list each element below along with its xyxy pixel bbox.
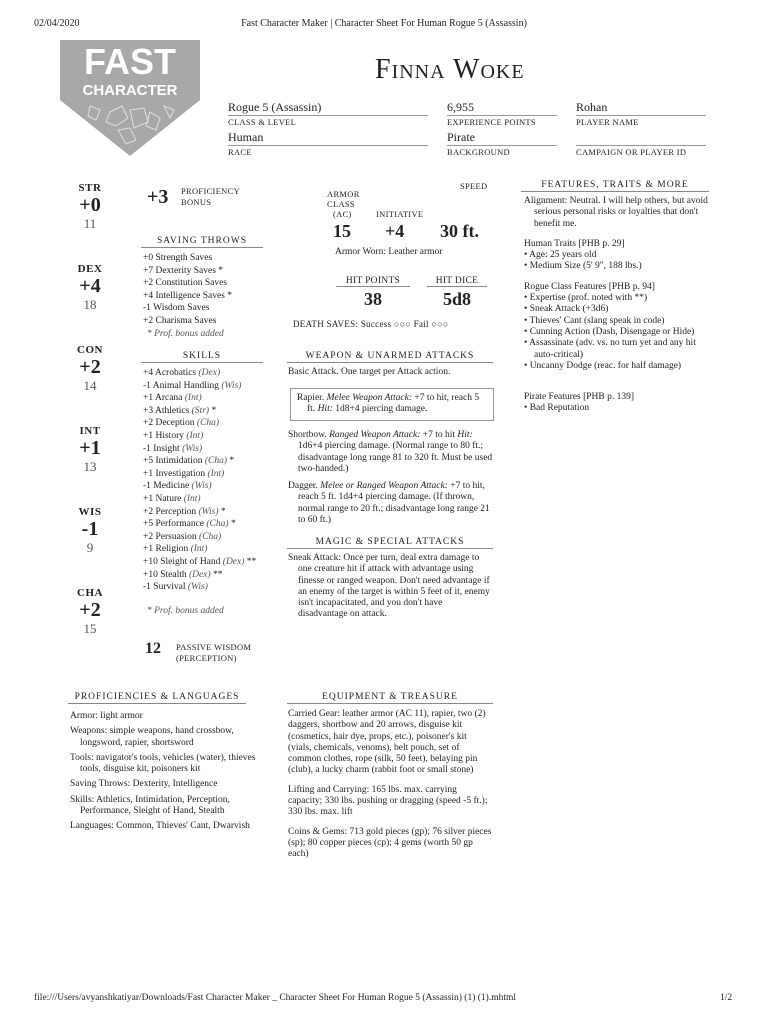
skill-ability: (Wis) [198, 506, 219, 517]
list-item: Languages: Common, Thieves' Cant, Dwarvish [70, 821, 250, 832]
background-field[interactable] [447, 130, 557, 157]
list-item: • Age: 25 years old [524, 250, 597, 261]
features-content [524, 196, 710, 415]
proficiencies-title: PROFICIENCIES & LANGUAGES [68, 692, 246, 704]
ability-mod: +0 [79, 194, 101, 216]
skill-text: +10 Stealth [143, 569, 187, 580]
skill-text: +1 Religion [143, 544, 189, 555]
skill-ability: (Wis) [191, 481, 212, 492]
human-traits-title: Human Traits [PHB p. 29] [524, 238, 625, 249]
xp-value: 6,955 [447, 100, 557, 116]
sneak-attack-text: Sneak Attack: Once per turn, deal extra damage to one creature hit if attack with advantage using finesse or ranged weapon. Don't need advantage if an enemy of the target is within 5 feet of it, enemy isn't incapacitated, and you don't have disadvantage on attack. [288, 553, 490, 620]
attack-type: Melee or Ranged Weapon Attack: [320, 481, 448, 491]
skill-text: +1 Investigation [143, 468, 206, 479]
weapons-title: WEAPON & UNARMED ATTACKS [287, 351, 493, 363]
ability-name: DEX [77, 263, 103, 275]
list-item: Saving Throws: Dexterity, Intelligence [70, 779, 218, 790]
initiative-value: +4 [385, 221, 405, 241]
print-title: Fast Character Maker | Character Sheet For Human Rogue 5 (Assassin) [241, 18, 527, 29]
ability-score: 15 [83, 621, 97, 636]
list-item: +0 Strength Saves [143, 253, 213, 263]
list-item: +7 Dexterity Saves * [143, 265, 224, 276]
lifting-carrying: Lifting and Carrying: 165 lbs. max. carrying capacity; 330 lbs. pushing or dragging (speed -5 ft.); 330 lbs. max. lift [288, 784, 488, 818]
skill-row [143, 468, 256, 481]
pirate-features-title: Pirate Features [PHB p. 139] [524, 392, 635, 403]
skill-text: -1 Animal Handling [143, 380, 219, 391]
hit-label: Hit: [317, 404, 333, 415]
skill-ability: (Dex) [189, 569, 211, 580]
dagger-attack [288, 481, 494, 526]
initiative-label: INITIATIVE [376, 209, 424, 219]
damage: +7 to hit, reach 5 ft. 1d4+4 piercing damage. (If thrown, normal range to 20 ft.; disadvantage long range 21 to 60 ft.) [298, 481, 490, 525]
ability-mod: -1 [81, 518, 99, 540]
list-item: • Assassinate (adv. vs. no turn yet and any hit auto-critical) [524, 338, 696, 360]
list-item: Skills: Athletics, Intimidation, Perception, Performance, Sleight of Hand, Stealth [70, 794, 230, 817]
skills-list [143, 367, 256, 594]
ability-wis [70, 506, 110, 556]
skill-row [143, 392, 256, 405]
campaign-field[interactable] [576, 130, 706, 157]
list-item: • Medium Size (5' 9", 188 lbs.) [524, 261, 642, 272]
ability-con [70, 344, 110, 394]
print-page-number: 1/2 [720, 993, 733, 1003]
ac-label-1: ARMOR [327, 189, 360, 199]
skill-ability: (Int) [184, 393, 202, 404]
saving-throws-title: SAVING THROWS [141, 236, 263, 248]
list-item: +2 Charisma Saves [143, 315, 217, 326]
skill-row [143, 518, 256, 531]
ability-score: 11 [83, 216, 97, 231]
class-level-value: Rogue 5 (Assassin) [228, 100, 428, 116]
logo-character: CHARACTER [82, 82, 178, 99]
background-label: BACKGROUND [447, 147, 510, 157]
skill-prof-mark: * [229, 456, 235, 467]
ability-mod: +2 [79, 599, 101, 621]
ability-int [70, 425, 110, 475]
coins-gems: Coins & Gems: 713 gold pieces (gp); 76 silver pieces (sp); 80 copper pieces (cp); 4 gems (worth 50 gp each) [288, 826, 492, 860]
skill-ability: (Cha) [204, 456, 227, 467]
ability-name: WIS [78, 506, 102, 518]
attack-bonus: +7 to hit [420, 430, 456, 440]
ability-score: 13 [83, 459, 97, 474]
ac-label-3: (AC) [333, 209, 352, 219]
passive-wisdom-label-2: (PERCEPTION) [176, 653, 237, 663]
carried-gear: Carried Gear: leather armor (AC 11), rapier, two (2) daggers, shortbow and 20 arrows, disguise kit (cosmetics, hair dye, props, etc.), poisoner's kit (vials, chemicals, venoms), belt pouch, set of common clothes, rope (silk, 50 feet), belaying pin (club), a lucky charm (rabbit foot or small stone) [288, 709, 486, 776]
campaign-value [576, 130, 706, 146]
list-item: Weapons: simple weapons, hand crossbow, longsword, rapier, shortsword [70, 726, 234, 748]
skill-text: +1 Arcana [143, 393, 183, 404]
proficiency-bonus-value: +3 [147, 186, 169, 208]
armor-worn: Armor Worn: Leather armor [335, 247, 443, 257]
speed-value: 30 ft. [440, 221, 479, 241]
skill-row [143, 380, 256, 393]
skill-row [143, 556, 256, 569]
weapon-name: Shortbow. [288, 430, 327, 440]
weapon-name: Dagger. [288, 481, 318, 491]
magic-title: MAGIC & SPECIAL ATTACKS [287, 537, 493, 549]
ability-cha [70, 587, 110, 637]
skill-prof-mark: * [230, 519, 236, 530]
skill-row [143, 569, 256, 582]
alignment: Alignment: Neutral. I will help others, but avoid serious personal risks or loyalties that don't benefit me. [524, 196, 708, 229]
skill-text: +5 Intimidation [143, 456, 203, 467]
shortbow-attack [288, 430, 494, 475]
skill-row [143, 480, 256, 493]
ability-str [70, 182, 110, 232]
equipment-title: EQUIPMENT & TREASURE [287, 692, 493, 704]
skill-text: +4 Acrobatics [143, 368, 197, 378]
skill-row [143, 581, 256, 594]
ac-value: 15 [333, 221, 351, 241]
list-item: • Cunning Action (Dash, Disengage or Hide) [524, 326, 695, 337]
xp-field[interactable] [447, 100, 557, 127]
print-path: file:///Users/avyanshkatiyar/Downloads/Fast Character Maker _ Character Sheet For Human Rogue 5 (Assassin) (1) (1).mhtml [34, 993, 517, 1003]
ability-mod: +2 [79, 356, 101, 378]
skill-ability: (Wis) [221, 380, 242, 391]
rogue-features-title: Rogue Class Features [PHB p. 94] [524, 281, 655, 292]
skill-row [143, 543, 256, 556]
list-item: • Uncanny Dodge (reac. for half damage) [524, 360, 682, 371]
skill-row [143, 455, 256, 468]
ability-name: CHA [77, 587, 103, 599]
player-name-label: PLAYER NAME [576, 117, 639, 127]
proficiency-bonus-label-1: PROFICIENCY [181, 186, 241, 196]
list-item: • Expertise (prof. noted with **) [524, 293, 648, 304]
skill-ability: (Wis) [182, 443, 203, 454]
skill-prof-mark: * [211, 405, 217, 416]
class-level-label: CLASS & LEVEL [228, 117, 297, 127]
skill-ability: (Wis) [187, 582, 208, 593]
skill-ability: (Int) [207, 468, 225, 479]
list-item: • Bad Reputation [524, 403, 590, 414]
skill-text: +2 Perception [143, 506, 197, 517]
xp-label: EXPERIENCE POINTS [447, 117, 536, 127]
features-title: FEATURES, TRAITS & MORE [521, 180, 709, 192]
ability-score: 18 [83, 297, 97, 312]
ability-name: STR [78, 182, 102, 194]
list-item: +4 Intelligence Saves * [143, 290, 232, 301]
skill-ability: (Int) [190, 544, 208, 555]
speed-label: SPEED [460, 181, 488, 191]
skill-text: -1 Survival [143, 582, 186, 593]
skill-row [143, 417, 256, 430]
skill-text: +3 Athletics [143, 405, 190, 416]
skill-row [143, 443, 256, 456]
skill-text: +1 History [143, 430, 184, 441]
attack-bonus: +7 to hit, reach 5 ft. [307, 393, 480, 415]
list-item: Armor: light armor [70, 711, 143, 721]
skill-ability: (Int) [183, 493, 201, 504]
skill-prof-mark: ** [213, 569, 223, 580]
list-item: +2 Constitution Saves [143, 278, 228, 289]
skill-text: -1 Insight [143, 443, 180, 454]
saving-throws-list [143, 252, 232, 340]
list-item: Tools: navigator's tools, vehicles (water), thieves tools, disguise kit, poisoners kit [70, 752, 256, 775]
ability-score: 9 [86, 540, 94, 555]
race-label: RACE [228, 147, 252, 157]
skill-text: -1 Medicine [143, 481, 190, 492]
skill-ability: (Cha) [196, 418, 220, 429]
ac-label-2: CLASS [327, 199, 355, 209]
skill-text: +5 Performance [143, 519, 205, 530]
skill-ability: (Cha) [199, 531, 222, 542]
ability-score: 14 [83, 378, 97, 393]
ability-name: INT [79, 425, 101, 437]
skills-note: * Prof. bonus added [147, 606, 224, 616]
passive-wisdom-value: 12 [145, 640, 161, 657]
ability-name: CON [77, 344, 103, 356]
skill-row [143, 493, 256, 506]
skill-ability: (Int) [186, 430, 204, 441]
fast-character-logo [60, 40, 200, 158]
hit-points-label: HIT POINTS [336, 276, 410, 287]
skill-ability: (Cha) [206, 519, 229, 530]
damage: 1d6+4 piercing damage. (Normal range to 80 ft.; disadvantage long range 81 to 320 ft. Must be used two-handed.) [298, 441, 493, 474]
hit-dice-label: HIT DICE [427, 276, 487, 287]
list-item: • Sneak Attack (+3d6) [524, 304, 609, 315]
skill-ability: (Dex) [222, 556, 245, 567]
weapon-name: Rapier. [297, 393, 325, 403]
campaign-label: CAMPAIGN OR PLAYER ID [576, 147, 687, 157]
skill-text: +10 Sleight of Hand [143, 556, 221, 567]
basic-attack: Basic Attack. One target per Attack action. [288, 367, 451, 377]
saving-throws-note: * Prof. bonus added [147, 328, 224, 339]
attack-type: Ranged Weapon Attack: [329, 430, 421, 440]
print-date: 02/04/2020 [34, 18, 80, 29]
hit-points-value: 38 [364, 289, 382, 309]
race-field[interactable] [228, 130, 428, 157]
skill-row [143, 531, 256, 544]
skill-row [143, 367, 256, 380]
skills-title: SKILLS [141, 351, 263, 363]
hit-label: Hit: [457, 430, 473, 440]
skill-row [143, 405, 256, 418]
hit-dice-value: 5d8 [442, 289, 471, 309]
sneak-attack [288, 553, 494, 621]
skill-row [143, 506, 256, 519]
player-name-field[interactable] [576, 100, 706, 127]
skill-prof-mark: * [220, 506, 226, 517]
list-item: • Thieves' Cant (slang speak in code) [524, 315, 665, 326]
list-item: -1 Wisdom Saves [143, 303, 210, 314]
ability-mod: +4 [79, 275, 101, 297]
equipment-content [288, 709, 492, 861]
death-saves: DEATH SAVES: Success ○○○ Fail ○○○ [293, 319, 449, 329]
passive-wisdom-label-1: PASSIVE WISDOM [176, 642, 252, 652]
rapier-attack [290, 388, 494, 421]
background-value: Pirate [447, 130, 557, 146]
class-level-field[interactable] [228, 100, 428, 127]
skill-text: +2 Deception [143, 418, 195, 429]
character-name: Finna Woke [375, 54, 525, 85]
logo-fast: FAST [83, 41, 176, 82]
race-value: Human [228, 130, 428, 146]
skill-row [143, 430, 256, 443]
skill-text: +1 Nature [143, 493, 182, 504]
damage: 1d8+4 piercing damage. [332, 404, 428, 415]
ability-mod: +1 [79, 437, 101, 459]
proficiency-bonus-label-2: BONUS [181, 197, 212, 207]
ability-dex [70, 263, 110, 313]
skill-ability: (Dex) [198, 368, 221, 378]
proficiencies-content [70, 711, 256, 833]
skill-prof-mark: ** [246, 556, 257, 567]
player-name-value: Rohan [576, 100, 706, 116]
attack-type: Melee Weapon Attack: [326, 393, 413, 403]
skill-ability: (Str) [191, 405, 210, 416]
skill-text: +2 Persuasion [143, 531, 197, 542]
